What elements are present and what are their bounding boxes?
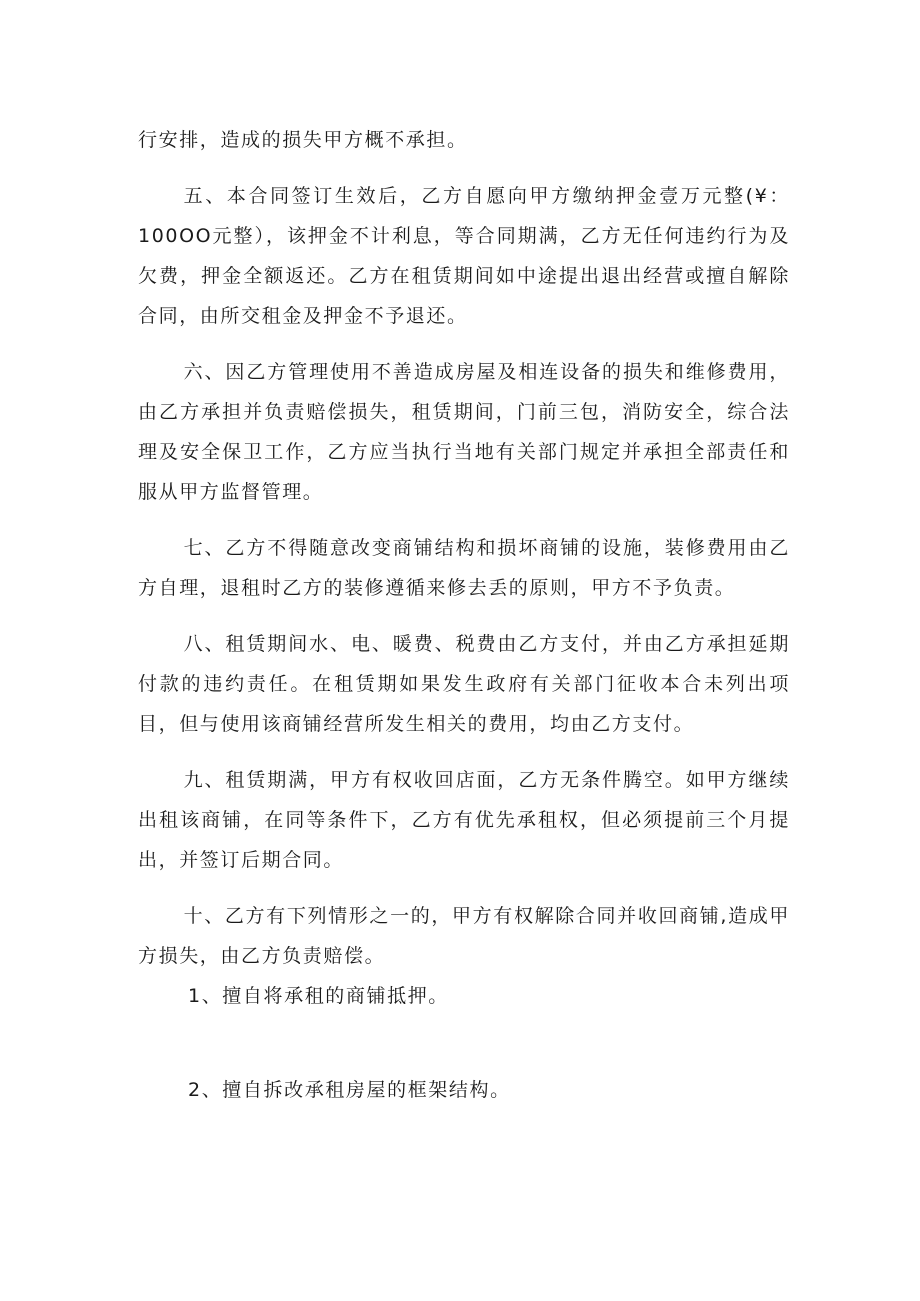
paragraph-clause-9: 九、租赁期满，甲方有权收回店面，乙方无条件腾空。如甲方继续出租该商铺，在同等条件下，乙方有优先承租权，但必须提前三个月提出，并签订后期合同。 <box>138 769 790 871</box>
list-item-1: 1、擅自将承租的商铺抵押。 <box>188 985 449 1007</box>
paragraph-continuation: 行安排，造成的损失甲方概不承担。 <box>138 129 468 151</box>
paragraph-clause-7: 七、乙方不得随意改变商铺结构和损坏商铺的设施，装修费用由乙方自理，退租时乙方的装修遵循来修去丢的原则，甲方不予负责。 <box>138 537 790 599</box>
paragraph-clause-10: 十、乙方有下列情形之一的，甲方有权解除合同并收回商铺,造成甲方损失，由乙方负责赔偿。 <box>138 905 790 967</box>
list-item-2: 2、擅自拆改承租房屋的框架结构。 <box>188 1079 511 1101</box>
paragraph-clause-6: 六、因乙方管理使用不善造成房屋及相连设备的损失和维修费用，由乙方承担并负责赔偿损失，租赁期间，门前三包，消防安全，综合法理及安全保卫工作，乙方应当执行当地有关部门规定并承担全部责任和服从甲方监督管理。 <box>138 361 790 503</box>
document-body <box>138 120 790 1110</box>
paragraph-clause-5: 五、本合同签订生效后，乙方自愿向甲方缴纳押金壹万元整(¥：100OO元整），该押金不计利息，等合同期满，乙方无任何违约行为及欠费，押金全额返还。乙方在租赁期间如中途提出退出经营或擅自解除合同，由所交租金及押金不予退还。 <box>138 185 790 327</box>
paragraph-clause-8: 八、租赁期间水、电、暖费、税费由乙方支付，并由乙方承担延期付款的违约责任。在租赁期如果发生政府有关部门征收本合未列出项目，但与使用该商铺经营所发生相关的费用，均由乙方支付。 <box>138 633 790 735</box>
